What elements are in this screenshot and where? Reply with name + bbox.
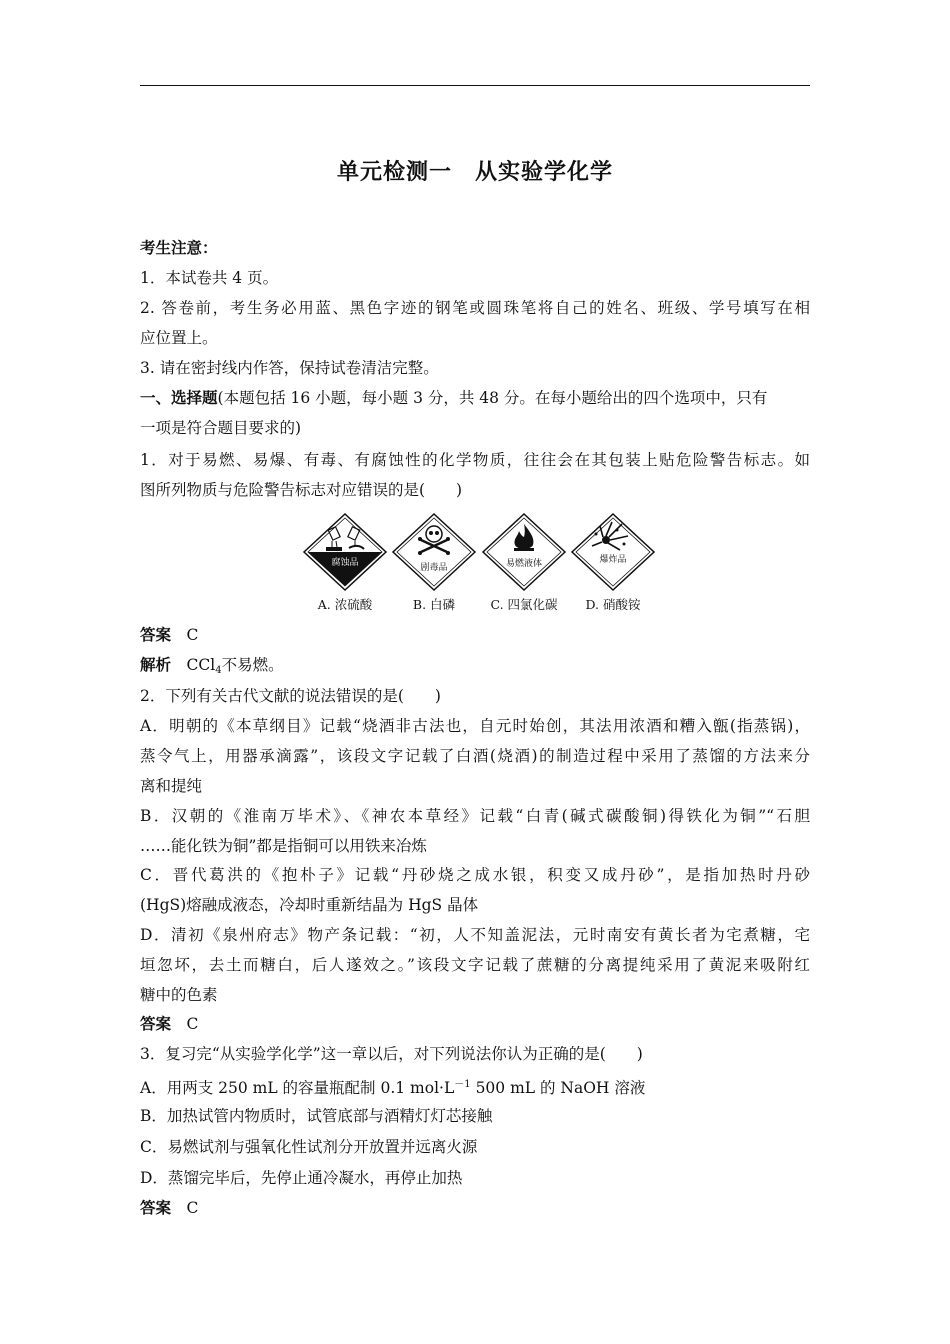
hazard-sign-d bbox=[570, 512, 656, 612]
section-label: 一、选择题 bbox=[140, 388, 218, 407]
q3-option-a bbox=[140, 1075, 645, 1098]
q3-option-c: C．易燃试剂与强氧化性试剂分开放置并远离火源 bbox=[140, 1138, 478, 1156]
q3-option-d: D．蒸馏完毕后，先停止通冷凝水，再停止加热 bbox=[140, 1169, 463, 1187]
notice-item-3: 3. 请在密封线内作答，保持试卷清洁完整。 bbox=[140, 359, 439, 377]
header-rule bbox=[140, 85, 810, 86]
section-desc-2: 一项是符合题目要求的) bbox=[140, 419, 302, 437]
q2-line-5: ……能化铁为铜”都是指铜可以用铁来冶炼 bbox=[140, 837, 427, 855]
q2-line-3: 离和提纯 bbox=[140, 777, 203, 795]
q2-line-10: 糖中的色素 bbox=[140, 986, 218, 1004]
q3-answer-value: C bbox=[186, 1199, 199, 1217]
hazard-signs-figure bbox=[300, 512, 660, 612]
sign-a-caption: A. 浓硫酸 bbox=[317, 597, 373, 612]
q3-answer bbox=[140, 1198, 198, 1218]
q1-analysis bbox=[140, 655, 284, 681]
notice-item-2: 2. 答卷前，考生务必用蓝、黑色字迹的钢笔或圆珠笔将自己的姓名、班级、学号填写在相 bbox=[140, 299, 810, 317]
page-title: 单元检测一 从实验学化学 bbox=[336, 160, 613, 185]
q2-answer bbox=[140, 1014, 198, 1034]
q3-option-a-text-1: A．用两支 250 mL 的容量瓶配制 0.1 mol·L bbox=[140, 1079, 455, 1097]
notice-heading: 考生注意： bbox=[140, 238, 218, 257]
hazard-sign-c bbox=[481, 512, 567, 612]
q1-stem-2: 图所列物质与危险警告标志对应错误的是( ) bbox=[140, 481, 463, 499]
q2-stem: 2．下列有关古代文献的说法错误的是( ) bbox=[140, 687, 441, 705]
q3-option-a-superscript: －1 bbox=[454, 1079, 471, 1090]
corrosive-icon bbox=[302, 512, 388, 594]
section-desc-1: (本题包括 16 小题，每小题 3 分，共 48 分。在每小题给出的四个选项中，只有 bbox=[217, 389, 768, 407]
q2-line-7: (HgS)熔融成液态，冷却时重新结晶为 HgS 晶体 bbox=[140, 896, 479, 914]
q1-analysis-subscript: 4 bbox=[215, 665, 222, 676]
q2-answer-value: C bbox=[186, 1015, 199, 1033]
flame-icon bbox=[481, 512, 567, 594]
q3-option-a-text-2: 500 mL 的 NaOH 溶液 bbox=[470, 1079, 646, 1097]
q2-line-1: A．明朝的《本草纲目》记载“烧酒非古法也，自元时始创，其法用浓酒和糟入甑(指蒸锅)， bbox=[140, 717, 810, 735]
notice-item-1: 1．本试卷共 4 页。 bbox=[140, 269, 279, 287]
hazard-sign-b bbox=[391, 512, 477, 612]
q1-analysis-label: 解析 bbox=[140, 655, 172, 674]
q2-line-2: 蒸令气上，用器承滴露”，该段文字记载了白酒(烧酒)的制造过程中采用了蒸馏的方法来分 bbox=[140, 747, 810, 765]
sign-c-caption: C. 四氯化碳 bbox=[490, 597, 558, 612]
q1-analysis-text-b: 不易燃。 bbox=[221, 656, 284, 674]
skull-icon bbox=[391, 512, 477, 594]
sign-a-label: 腐蚀品 bbox=[328, 555, 362, 568]
sign-c-label: 易燃液体 bbox=[505, 559, 542, 569]
q2-line-9: 垣忽坏，去土而糖白，后人遂效之。”该段文字记载了蔗糖的分离提纯采用了黄泥来吸附红 bbox=[140, 956, 810, 974]
hazard-sign-a bbox=[302, 512, 388, 612]
q2-answer-label: 答案 bbox=[140, 1014, 172, 1033]
q1-answer-value: C bbox=[186, 626, 199, 644]
q3-answer-label: 答案 bbox=[140, 1198, 172, 1217]
section-heading bbox=[140, 388, 767, 408]
notice-item-2-cont: 应位置上。 bbox=[140, 329, 218, 347]
q2-line-6: C．晋代葛洪的《抱朴子》记载“丹砂烧之成水银，积变又成丹砂”，是指加热时丹砂 bbox=[140, 866, 810, 884]
q3-option-b: B．加热试管内物质时，试管底部与酒精灯灯芯接触 bbox=[140, 1107, 493, 1125]
sign-d-label: 爆炸品 bbox=[599, 555, 627, 565]
q2-line-8: D．清初《泉州府志》物产条记载：“初，人不知盖泥法，元时南安有黄长者为宅煮糖，宅 bbox=[140, 926, 810, 944]
q3-stem: 3．复习完“从实验学化学”这一章以后，对下列说法你认为正确的是( ) bbox=[140, 1045, 643, 1063]
sign-b-caption: B. 白磷 bbox=[412, 597, 456, 612]
q1-answer-label: 答案 bbox=[140, 625, 172, 644]
q1-stem-1: 1．对于易燃、易爆、有毒、有腐蚀性的化学物质，往往会在其包装上贴危险警告标志。如 bbox=[140, 451, 810, 469]
q1-analysis-text-a: CCl bbox=[186, 656, 216, 674]
q1-answer bbox=[140, 625, 198, 645]
sign-b-label: 剧毒品 bbox=[420, 563, 448, 573]
sign-d-caption: D. 硝酸铵 bbox=[585, 597, 641, 612]
q2-line-4: B．汉朝的《淮南万毕术》、《神农本草经》记载“白青(碱式碳酸铜)得铁化为铜”“石胆 bbox=[140, 807, 810, 825]
